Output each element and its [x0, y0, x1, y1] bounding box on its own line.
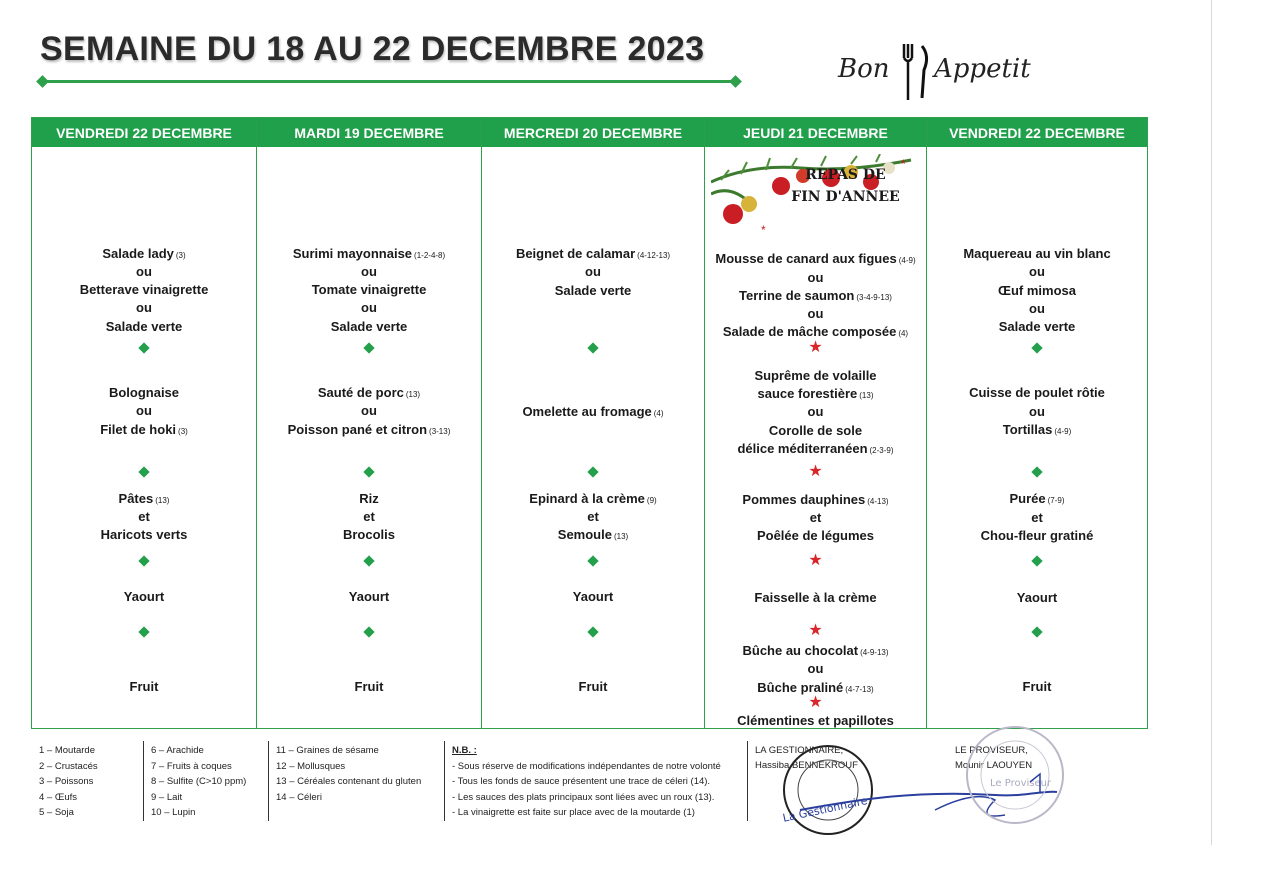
bon-appetit-logo: [838, 40, 1048, 110]
menu-item: Fruit: [354, 679, 384, 694]
allergen-entry: 4 – Œufs: [39, 791, 78, 803]
note-line: - Les sauces des plats principaux sont liées avec un roux (13).: [452, 791, 715, 803]
allergen-entry: 9 – Lait: [151, 791, 183, 803]
note-line: - Tous les fonds de sauce présentent une trace de céleri (14).: [452, 776, 711, 787]
separator-diamond: [587, 626, 598, 637]
menu-item: Poisson pané et citron (3-13): [287, 422, 451, 437]
proviseur-title: LE PROVISEUR,: [955, 745, 1028, 756]
separator-diamond: [363, 466, 374, 477]
menu-item: Semoule (13): [557, 527, 629, 542]
proviseur-name: Mounir LAOUYEN: [955, 760, 1033, 771]
allergen-entry: 13 – Céréales contenant du gluten: [276, 776, 422, 787]
gestionnaire-title: LA GESTIONNAIRE,: [755, 745, 844, 756]
page-margin-rule: [1211, 0, 1212, 845]
menu-item: Epinard à la crème (9): [529, 491, 657, 506]
menu-item: ou: [1029, 301, 1045, 316]
separator-star-icon: ★: [808, 339, 823, 356]
menu-item: et: [587, 509, 599, 524]
allergen-entry: 5 – Soja: [39, 807, 74, 818]
separator-diamond: [1031, 342, 1042, 353]
svg-text:*: *: [761, 223, 766, 237]
menu-item: ou: [1029, 264, 1045, 279]
menu-item: Surimi mayonnaise (1-2-4-8): [292, 246, 446, 261]
menu-item: et: [1031, 510, 1043, 525]
separator-diamond: [138, 342, 149, 353]
menu-item: Pâtes (13): [118, 491, 170, 506]
menu-item: Tomate vinaigrette: [311, 282, 427, 297]
allergen-legend-col-3: [276, 743, 421, 805]
menu-item: Pommes dauphines (4-13): [742, 492, 889, 507]
menu-item: Fruit: [578, 679, 608, 694]
separator-diamond: [363, 555, 374, 566]
allergen-entry: 12 – Mollusques: [276, 760, 346, 772]
menu-item: Salade verte: [554, 283, 632, 298]
separator-star-icon: ★: [808, 552, 823, 569]
allergen-entry: 8 – Sulfite (C>10 ppm): [151, 776, 247, 787]
allergen-legend-col-1: [39, 743, 98, 821]
menu-item: Cuisse de poulet rôtie: [969, 385, 1105, 400]
logo-text-left: Bon: [838, 54, 890, 84]
menu-item: ou: [361, 264, 377, 279]
menu-item: Yaourt: [572, 589, 614, 604]
allergen-entry: 6 – Arachide: [151, 745, 204, 756]
separator-diamond: [587, 342, 598, 353]
menu-item: Riz: [359, 491, 379, 506]
menu-item: et: [809, 510, 822, 525]
menu-item: Haricots verts: [100, 527, 188, 542]
day-column-5: [927, 118, 1147, 728]
menu-item: Faisselle à la crème: [754, 590, 877, 605]
allergen-entry: 2 – Crustacés: [39, 760, 98, 772]
menu-item: ou: [361, 300, 377, 315]
day-header: MERCREDI 20 DECEMBRE: [482, 118, 704, 147]
menu-item: Beignet de calamar (4-12-13): [515, 246, 671, 261]
menu-item: Poêlée de légumes: [756, 528, 875, 543]
menu-item: Brocolis: [342, 527, 395, 542]
svg-text:*: *: [901, 157, 906, 171]
day-header: VENDREDI 22 DECEMBRE: [927, 118, 1147, 147]
menu-item: et: [138, 509, 150, 524]
menu-item: ou: [1029, 404, 1045, 419]
separator-diamond: [587, 466, 598, 477]
separator-diamond: [138, 555, 149, 566]
menu-item: Purée (7-9): [1009, 491, 1065, 506]
separator-diamond: [363, 342, 374, 353]
separator-star-icon: ★: [808, 694, 823, 711]
day-column-4: [705, 118, 927, 728]
menu-item: Betterave vinaigrette: [79, 282, 209, 297]
menu-item: Salade verte: [105, 319, 183, 334]
menu-item: Sauté de porc (13): [317, 385, 421, 400]
menu-item: délice méditerranéen (2-3-9): [737, 441, 894, 456]
allergen-entry: 3 – Poissons: [39, 776, 94, 787]
menu-item: Salade de mâche composée (4): [722, 324, 909, 339]
separator-star-icon: ★: [808, 622, 823, 639]
allergen-entry: 14 – Céleri: [276, 791, 322, 803]
menu-item: Yaourt: [123, 589, 165, 604]
weekly-menu-table: [31, 117, 1148, 729]
menu-item: Salade verte: [998, 319, 1076, 334]
legend-divider: [268, 741, 269, 821]
menu-item: Bolognaise: [108, 385, 180, 400]
menu-item: Œuf mimosa: [997, 283, 1076, 298]
day-column-1: [32, 118, 257, 728]
day-header: VENDREDI 22 DECEMBRE: [32, 118, 256, 147]
allergen-legend-col-2: [151, 743, 246, 821]
menu-item: ou: [136, 403, 152, 418]
separator-star-icon: ★: [808, 463, 823, 480]
menu-item: ou: [807, 404, 824, 419]
menu-item: ou: [807, 661, 824, 676]
menu-item: Fruit: [129, 679, 159, 694]
menu-item: ou: [585, 264, 601, 279]
menu-item: sauce forestière (13): [757, 386, 874, 401]
menu-item: ou: [807, 306, 824, 321]
day-header: MARDI 19 DECEMBRE: [257, 118, 481, 147]
logo-text-right: Appetit: [934, 54, 1031, 84]
allergen-entry: 1 – Moutarde: [39, 745, 95, 756]
allergen-entry: 11 – Graines de sésame: [276, 745, 379, 756]
menu-item: Clémentines et papillotes: [737, 713, 894, 728]
cutlery-icon: [896, 42, 936, 104]
menu-item: Salade verte: [330, 319, 408, 334]
separator-diamond: [138, 626, 149, 637]
note-line: - La vinaigrette est faite sur place avec de la moutarde (1): [452, 807, 695, 818]
separator-diamond: [363, 626, 374, 637]
menu-item: Maquereau au vin blanc: [963, 246, 1111, 261]
separator-diamond: [1031, 555, 1042, 566]
notes-title: N.B. :: [452, 745, 477, 756]
day-column-2: [257, 118, 482, 728]
special-meal-title: REPAS DE FIN D'ANNEE: [791, 167, 900, 205]
separator-diamond: [1031, 626, 1042, 637]
menu-item: Corolle de sole: [768, 423, 863, 438]
separator-diamond: [138, 466, 149, 477]
allergen-entry: 10 – Lupin: [151, 807, 196, 818]
proviseur-stamp-icon: [960, 720, 1070, 830]
menu-item: ou: [136, 300, 152, 315]
menu-item: Bûche praliné (4-7-13): [757, 680, 874, 695]
menu-item: Omelette au fromage (4): [522, 404, 664, 419]
menu-item: Suprême de volaille: [754, 368, 877, 383]
menu-item: Bûche au chocolat (4-9-13): [742, 643, 889, 658]
gestionnaire-name: Hassiba BENNEKROUF: [755, 760, 858, 771]
menu-item: Tortillas (4-9): [1002, 422, 1072, 437]
menu-item: Yaourt: [1016, 590, 1058, 605]
menu-item: Salade lady (3): [102, 246, 186, 261]
menu-item: Filet de hoki (3): [100, 422, 188, 437]
menu-item: ou: [136, 264, 152, 279]
notes-block: [452, 743, 721, 821]
menu-item: et: [363, 509, 375, 524]
note-line: - Sous réserve de modifications indépendantes de notre volonté: [452, 760, 721, 772]
day-column-3: [482, 118, 705, 728]
menu-item: Yaourt: [348, 589, 390, 604]
separator-diamond: [587, 555, 598, 566]
proviseur-stamp-label: Le Proviseur: [990, 778, 1052, 789]
menu-item: Fruit: [1022, 679, 1052, 694]
legend-divider: [747, 741, 748, 821]
separator-diamond: [1031, 466, 1042, 477]
day-header: JEUDI 21 DECEMBRE: [705, 118, 926, 147]
menu-item: Mousse de canard aux figues (4-9): [715, 251, 916, 266]
page-title: SEMAINE DU 18 AU 22 DECEMBRE 2023: [40, 30, 705, 68]
menu-item: Chou-fleur gratiné: [980, 528, 1094, 543]
menu-item: ou: [361, 403, 377, 418]
legend-divider: [143, 741, 144, 821]
menu-item: ou: [807, 270, 824, 285]
menu-item: Terrine de saumon (3-4-9-13): [739, 288, 892, 303]
legend-divider: [444, 741, 445, 821]
title-underline: [42, 80, 736, 83]
allergen-entry: 7 – Fruits à coques: [151, 760, 232, 772]
stamp-label: La Gestionnaire: [781, 794, 869, 825]
